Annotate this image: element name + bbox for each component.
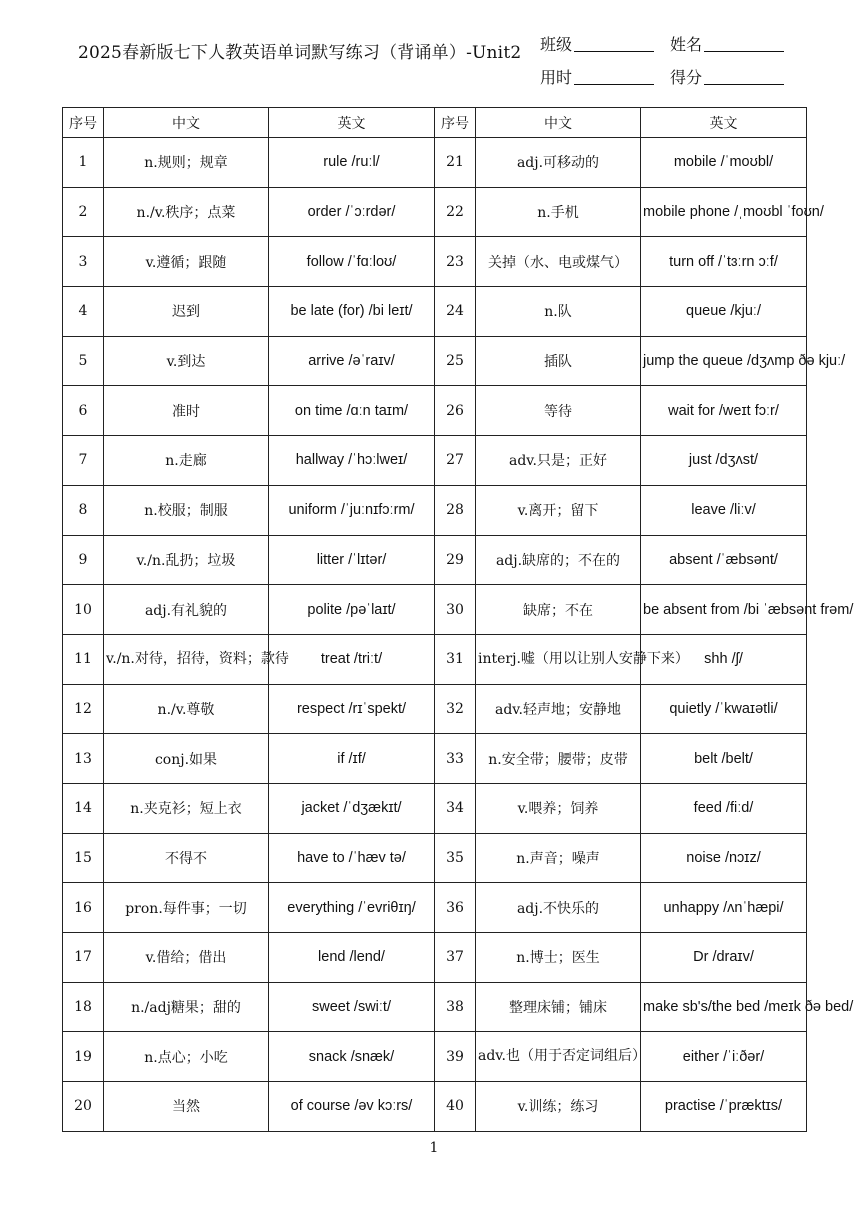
chinese-meaning-left: v.遵循；跟随 [104, 237, 269, 287]
english-word-left: hallway /ˈhɔːlweɪ/ [269, 436, 435, 486]
chinese-meaning-left: 准时 [104, 386, 269, 436]
word-number-left: 13 [63, 734, 104, 784]
chinese-meaning-left: conj.如果 [104, 734, 269, 784]
chinese-meaning-left: v./n.乱扔；垃圾 [104, 535, 269, 585]
score-blank[interactable] [704, 83, 784, 85]
word-number-right: 35 [435, 833, 476, 883]
word-number-right: 24 [435, 287, 476, 337]
chinese-meaning-right: v.喂养；饲养 [476, 783, 641, 833]
english-word-right: be absent from /bi ˈæbsənt frəm/ [641, 585, 807, 635]
english-word-left: on time /ɑːn taɪm/ [269, 386, 435, 436]
table-row [63, 933, 807, 983]
table-row [63, 138, 807, 188]
header-chinese-right: 中文 [476, 108, 641, 138]
table-row [63, 1032, 807, 1082]
time-label: 用时 [540, 68, 573, 87]
english-word-right: either /ˈiːðər/ [641, 1032, 807, 1082]
english-word-right: queue /kjuː/ [641, 287, 807, 337]
word-number-left: 1 [63, 138, 104, 188]
english-word-left: arrive /əˈraɪv/ [269, 336, 435, 386]
chinese-meaning-left: adj.有礼貌的 [104, 585, 269, 635]
word-number-right: 27 [435, 436, 476, 486]
chinese-meaning-right: adj.缺席的；不在的 [476, 535, 641, 585]
header-english-right: 英文 [641, 108, 807, 138]
english-word-right: belt /belt/ [641, 734, 807, 784]
chinese-meaning-right: n.手机 [476, 187, 641, 237]
english-word-left: polite /pəˈlaɪt/ [269, 585, 435, 635]
vocabulary-table [62, 107, 854, 1132]
english-word-left: everything /ˈevriθɪŋ/ [269, 883, 435, 933]
chinese-meaning-right: interj.嘘（用以让别人安静下来） [476, 634, 641, 684]
table-row [63, 634, 807, 684]
word-number-left: 9 [63, 535, 104, 585]
name-label: 姓名 [670, 35, 703, 54]
table-row [63, 734, 807, 784]
word-number-left: 10 [63, 585, 104, 635]
chinese-meaning-left: n./v.秩序；点菜 [104, 187, 269, 237]
english-word-left: follow /ˈfɑːloʊ/ [269, 237, 435, 287]
chinese-meaning-left: n./adj糖果；甜的 [104, 982, 269, 1032]
word-number-left: 18 [63, 982, 104, 1032]
word-number-right: 39 [435, 1032, 476, 1082]
english-word-left: be late (for) /bi leɪt/ [269, 287, 435, 337]
english-word-left: have to /ˈhæv tə/ [269, 833, 435, 883]
table-row [63, 1082, 807, 1132]
header-english-left: 英文 [269, 108, 435, 138]
word-number-left: 11 [63, 634, 104, 684]
table-row [63, 187, 807, 237]
chinese-meaning-left: n.点心；小吃 [104, 1032, 269, 1082]
english-word-right: wait for /weɪt fɔːr/ [641, 386, 807, 436]
table-row [63, 386, 807, 436]
word-number-left: 7 [63, 436, 104, 486]
english-word-right: practise /ˈpræktɪs/ [641, 1082, 807, 1132]
english-word-left: uniform /ˈjuːnɪfɔːrm/ [269, 485, 435, 535]
english-word-left: treat /triːt/ [269, 634, 435, 684]
english-word-left: if /ɪf/ [269, 734, 435, 784]
english-word-right: absent /ˈæbsənt/ [641, 535, 807, 585]
chinese-meaning-left: v.到达 [104, 336, 269, 386]
word-number-right: 22 [435, 187, 476, 237]
word-number-left: 14 [63, 783, 104, 833]
word-number-right: 37 [435, 933, 476, 983]
chinese-meaning-right: n.声音；噪声 [476, 833, 641, 883]
table-row [63, 982, 807, 1032]
chinese-meaning-left: pron.每件事；一切 [104, 883, 269, 933]
time-blank[interactable] [574, 83, 654, 85]
table-row [63, 237, 807, 287]
english-word-right: feed /fiːd/ [641, 783, 807, 833]
header-number-right: 序号 [435, 108, 476, 138]
chinese-meaning-right: v.离开；留下 [476, 485, 641, 535]
chinese-meaning-left: n.规则；规章 [104, 138, 269, 188]
chinese-meaning-right: adv.也（用于否定词组后） [476, 1032, 641, 1082]
table-row [63, 783, 807, 833]
english-word-right: turn off /ˈtɜːrn ɔːf/ [641, 237, 807, 287]
word-number-right: 28 [435, 485, 476, 535]
table-header-row [63, 108, 807, 138]
english-word-left: lend /lend/ [269, 933, 435, 983]
chinese-meaning-right: adj.不快乐的 [476, 883, 641, 933]
table-row [63, 436, 807, 486]
english-word-left: respect /rɪˈspekt/ [269, 684, 435, 734]
word-number-right: 40 [435, 1082, 476, 1132]
word-number-left: 8 [63, 485, 104, 535]
chinese-meaning-left: 迟到 [104, 287, 269, 337]
chinese-meaning-right: n.博士；医生 [476, 933, 641, 983]
table-row [63, 684, 807, 734]
english-word-left: snack /snæk/ [269, 1032, 435, 1082]
time-field [540, 65, 670, 88]
score-field [670, 65, 800, 88]
word-number-left: 17 [63, 933, 104, 983]
word-number-right: 30 [435, 585, 476, 635]
table-row [63, 833, 807, 883]
english-word-right: quietly /ˈkwaɪətli/ [641, 684, 807, 734]
info-row-1 [540, 22, 800, 55]
chinese-meaning-right: adv.只是；正好 [476, 436, 641, 486]
info-row-2 [540, 55, 800, 88]
header-chinese-left: 中文 [104, 108, 269, 138]
chinese-meaning-left: 不得不 [104, 833, 269, 883]
word-number-left: 20 [63, 1082, 104, 1132]
english-word-right: unhappy /ʌnˈhæpi/ [641, 883, 807, 933]
chinese-meaning-left: v./n.对待，招待，资料；款待 [104, 634, 269, 684]
chinese-meaning-right: n.队 [476, 287, 641, 337]
word-number-right: 33 [435, 734, 476, 784]
english-word-right: noise /nɔɪz/ [641, 833, 807, 883]
english-word-right: shh /ʃ/ [641, 634, 807, 684]
word-number-left: 19 [63, 1032, 104, 1082]
name-blank[interactable] [704, 50, 784, 52]
page-title: 2025春新版七下人教英语单词默写练习（背诵单）-Unit2 [78, 43, 522, 63]
chinese-meaning-right: n.安全带；腰带；皮带 [476, 734, 641, 784]
word-number-right: 31 [435, 634, 476, 684]
english-word-right: just /dʒʌst/ [641, 436, 807, 486]
word-number-right: 29 [435, 535, 476, 585]
word-number-right: 34 [435, 783, 476, 833]
word-number-left: 12 [63, 684, 104, 734]
english-word-left: order /ˈɔːrdər/ [269, 187, 435, 237]
table-row [63, 585, 807, 635]
chinese-meaning-left: n./v.尊敬 [104, 684, 269, 734]
chinese-meaning-right: 整理床铺；铺床 [476, 982, 641, 1032]
score-label: 得分 [670, 68, 703, 87]
class-label: 班级 [540, 35, 573, 54]
chinese-meaning-right: 插队 [476, 336, 641, 386]
word-number-right: 26 [435, 386, 476, 436]
word-number-right: 32 [435, 684, 476, 734]
table-row [63, 485, 807, 535]
word-number-right: 38 [435, 982, 476, 1032]
class-blank[interactable] [574, 50, 654, 52]
word-number-left: 2 [63, 187, 104, 237]
english-word-left: litter /ˈlɪtər/ [269, 535, 435, 585]
header-number-left: 序号 [63, 108, 104, 138]
student-info [540, 22, 800, 88]
english-word-right: mobile /ˈmoʊbl/ [641, 138, 807, 188]
chinese-meaning-right: adv.轻声地；安静地 [476, 684, 641, 734]
english-word-right: make sb's/the bed /meɪk ðə bed/ [641, 982, 807, 1032]
class-field [540, 32, 670, 55]
page-number: 1 [429, 1140, 439, 1156]
name-field [670, 32, 800, 55]
chinese-meaning-left: v.借给；借出 [104, 933, 269, 983]
word-number-left: 16 [63, 883, 104, 933]
word-number-right: 23 [435, 237, 476, 287]
table-row [63, 287, 807, 337]
english-word-right: leave /liːv/ [641, 485, 807, 535]
english-word-left: sweet /swiːt/ [269, 982, 435, 1032]
english-word-left: rule /ruːl/ [269, 138, 435, 188]
word-number-left: 6 [63, 386, 104, 436]
word-number-left: 5 [63, 336, 104, 386]
word-number-right: 25 [435, 336, 476, 386]
chinese-meaning-right: v.训练；练习 [476, 1082, 641, 1132]
chinese-meaning-right: 关掉（水、电或煤气） [476, 237, 641, 287]
word-number-right: 36 [435, 883, 476, 933]
table-row [63, 336, 807, 386]
table-row [63, 883, 807, 933]
word-number-right: 21 [435, 138, 476, 188]
english-word-left: of course /əv kɔːrs/ [269, 1082, 435, 1132]
word-number-left: 3 [63, 237, 104, 287]
chinese-meaning-right: 等待 [476, 386, 641, 436]
chinese-meaning-left: n.走廊 [104, 436, 269, 486]
english-word-right: Dr /draɪv/ [641, 933, 807, 983]
english-word-left: jacket /ˈdʒækɪt/ [269, 783, 435, 833]
table-row [63, 535, 807, 585]
chinese-meaning-left: 当然 [104, 1082, 269, 1132]
chinese-meaning-left: n.夹克衫；短上衣 [104, 783, 269, 833]
chinese-meaning-right: 缺席；不在 [476, 585, 641, 635]
chinese-meaning-left: n.校服；制服 [104, 485, 269, 535]
word-number-left: 4 [63, 287, 104, 337]
chinese-meaning-right: adj.可移动的 [476, 138, 641, 188]
word-number-left: 15 [63, 833, 104, 883]
english-word-right: jump the queue /dʒʌmp ðə kjuː/ [641, 336, 807, 386]
english-word-right: mobile phone /ˌmoʊbl ˈfoʊn/ [641, 187, 807, 237]
